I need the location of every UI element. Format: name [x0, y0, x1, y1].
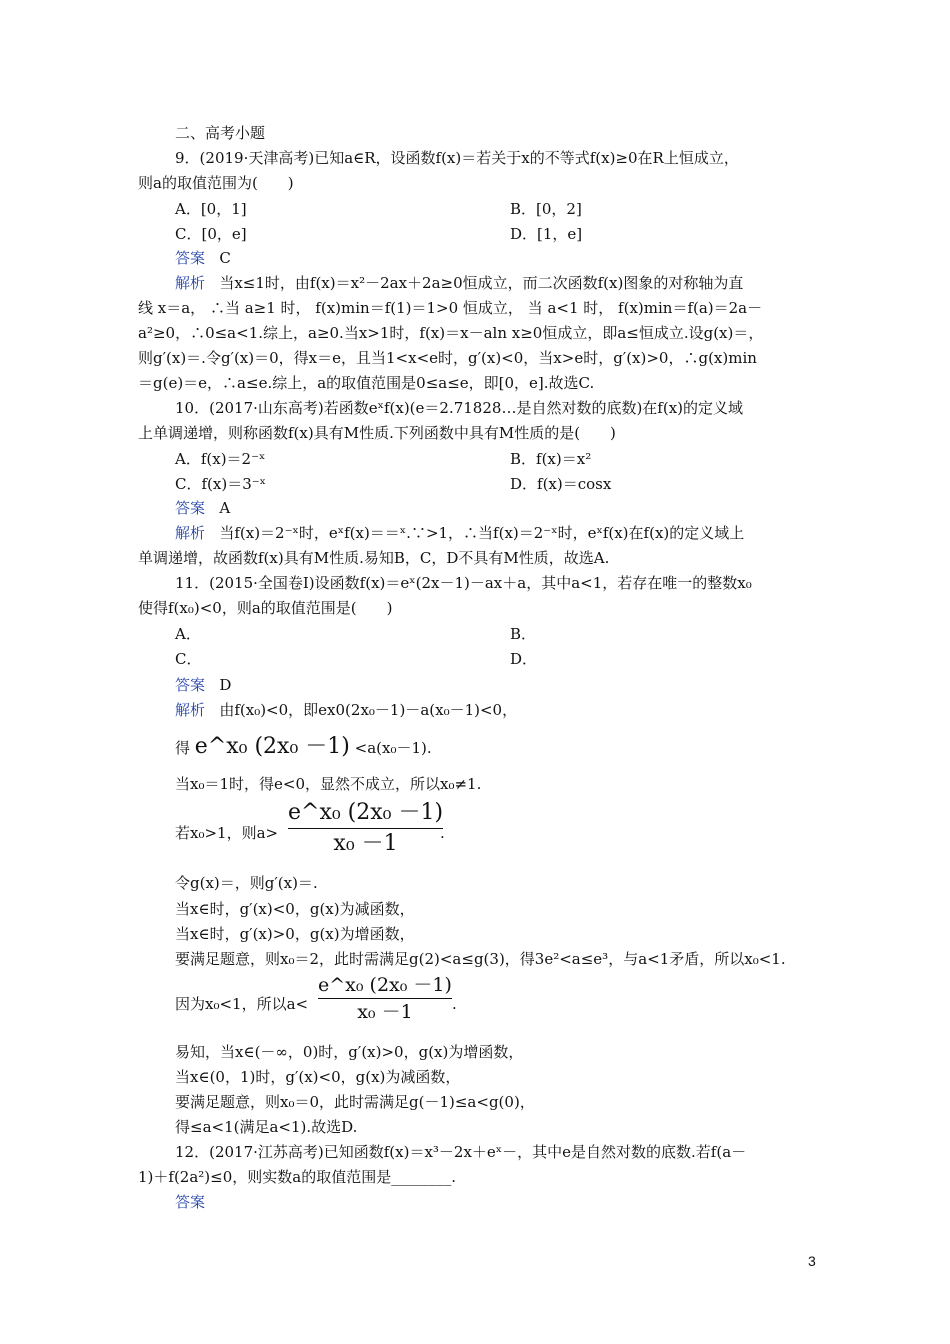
- q10-stem-line1: 10．(2017·山东高考)若函数eˣf(x)(e＝2.71828…是自然对数的底数)在f(x)的定义域: [175, 399, 744, 417]
- q10-option-d: D．f(x)＝cosx: [510, 475, 612, 493]
- derive-suffix: <a(x₀－1).: [354, 739, 432, 757]
- derive-prefix: 得: [175, 739, 191, 757]
- analysis-label: 解析: [175, 524, 206, 542]
- q10-option-a: A．f(x)＝2⁻ˣ: [175, 450, 266, 468]
- answer-label: 答案: [175, 499, 206, 517]
- q12-answer-label: 答案: [175, 1193, 206, 1211]
- fraction-denominator: x₀ －1: [333, 831, 398, 856]
- q11-case-x0-eq-1: 当x₀＝1时，得e<0，显然不成立，所以x₀≠1.: [175, 775, 482, 793]
- q11-interval-0-1: 当x∈(0，1)时，g′(x)<0，g(x)为减函数，: [175, 1068, 461, 1086]
- q11-fraction-2: [318, 972, 452, 1025]
- q11-requirement-2: 要满足题意，则x₀＝0，此时需满足g(－1)≤a<g(0)，: [175, 1093, 535, 1111]
- q11-conclusion: 得≤a<1(满足a<1).故选D.: [175, 1118, 358, 1136]
- q10-option-c: C．f(x)＝3⁻ˣ: [175, 475, 267, 493]
- answer-label: 答案: [175, 249, 206, 267]
- q9-analysis-line5: ＝g(e)＝e，∴a≤e.综上，a的取值范围是0≤a≤e，即[0，e].故选C.: [138, 374, 595, 392]
- answer-value: C: [219, 249, 231, 267]
- derive-math: e^x₀ (2x₀ －1): [194, 734, 350, 759]
- page-number: 3: [808, 1253, 816, 1269]
- q11-because-x0-lt-1: 因为x₀<1，所以a<: [175, 995, 309, 1013]
- analysis-text: 由f(x₀)<0，即ex0(2x₀－1)－a(x₀－1)<0，: [219, 701, 518, 719]
- answer-value: A: [219, 499, 231, 517]
- q11-analysis-line1: [175, 699, 517, 721]
- q11-derive-line: [175, 732, 432, 763]
- q10-answer: [175, 497, 230, 519]
- fraction-suffix: .: [440, 824, 445, 842]
- q11-stem-line2: 使得f(x₀)<0，则a的取值范围是( ): [138, 599, 393, 617]
- q12-stem-line2: 1)＋f(2a²)≤0，则实数a的取值范围是________.: [138, 1168, 456, 1186]
- fraction-numerator: e^x₀ (2x₀ －1): [318, 974, 452, 996]
- q12-stem-line1: 12．(2017·江苏高考)已知函数f(x)＝x³－2x＋eˣ－，其中e是自然对数的底数.若f(a－: [175, 1143, 747, 1161]
- q11-option-b: B．: [510, 625, 537, 643]
- q11-requirement: 要满足题意，则x₀＝2，此时需满足g(2)<a≤g(3)，得3e²<a≤e³，与a<1矛盾，所以x₀<1.: [175, 950, 786, 968]
- analysis-text: 当f(x)＝2⁻ˣ时，eˣf(x)＝＝ˣ.∵>1，∴当f(x)＝2⁻ˣ时，eˣf(x)在f(x)的定义域上: [219, 524, 745, 542]
- q9-analysis-line1: [175, 272, 743, 294]
- q9-stem-line2: 则a的取值范围为( ): [138, 174, 294, 192]
- section-title: 二、高考小题: [175, 124, 266, 142]
- q11-easy-know: 易知，当x∈(－∞，0)时，g′(x)>0，g(x)为增函数，: [175, 1043, 524, 1061]
- q11-g-decreasing: 当x∈时，g′(x)<0，g(x)为减函数，: [175, 900, 415, 918]
- answer-label: 答案: [175, 676, 206, 694]
- q9-option-a: A．[0，1]: [175, 200, 247, 218]
- q11-answer: [175, 674, 231, 696]
- answer-value: D: [219, 676, 232, 694]
- q11-g-increasing: 当x∈时，g′(x)>0，g(x)为增函数，: [175, 925, 415, 943]
- analysis-text: 当x≤1时，由f(x)＝x²－2ax＋2a≥0恒成立，而二次函数f(x)图象的对称轴为直: [219, 274, 744, 292]
- q11-fraction-1: [288, 798, 443, 859]
- q10-option-b: B．f(x)＝x²: [510, 450, 592, 468]
- q11-stem-line1: 11．(2015·全国卷Ⅰ)设函数f(x)＝eˣ(2x－1)－ax＋a，其中a<1，若存在唯一的整数x₀: [175, 574, 752, 592]
- fraction-numerator: e^x₀ (2x₀ －1): [288, 800, 444, 825]
- q9-option-c: C．[0，e]: [175, 225, 247, 243]
- q10-analysis-line1: [175, 522, 744, 544]
- q9-analysis-line4: 则g′(x)＝.令g′(x)＝0，得x＝e，且当1<x<e时，g′(x)<0，当x>e时，g′(x)>0，∴g(x)min: [138, 349, 757, 367]
- q9-option-b: B．[0，2]: [510, 200, 582, 218]
- q9-answer: [175, 247, 231, 269]
- q11-if-x0-gt-1: 若x₀>1，则a>: [175, 824, 279, 842]
- q11-option-d: D．: [510, 650, 538, 668]
- q11-option-a: A．: [175, 625, 201, 643]
- q10-stem-line2: 上单调递增，则称函数f(x)具有M性质.下列函数中具有M性质的是( ): [138, 424, 616, 442]
- q10-analysis-line2: 单调递增，故函数f(x)具有M性质.易知B，C，D不具有M性质，故选A.: [138, 549, 610, 567]
- analysis-label: 解析: [175, 701, 206, 719]
- q9-analysis-line2: 线 x＝a， ∴当 a≥1 时， f(x)min＝f(1)＝1>0 恒成立， 当 a<1 时， f(x)min＝f(a)＝2a－: [138, 299, 763, 317]
- fraction-suffix: .: [452, 995, 457, 1013]
- fraction-denominator: x₀ －1: [357, 1001, 413, 1023]
- q9-option-d: D．[1，e]: [510, 225, 583, 243]
- q11-option-c: C．: [175, 650, 202, 668]
- q9-analysis-line3: a²≥0，∴0≤a<1.综上，a≥0.当x>1时，f(x)＝x－aln x≥0恒成立，即a≤恒成立.设g(x)＝，: [138, 324, 764, 342]
- q11-let-g: 令g(x)＝，则g′(x)＝.: [175, 874, 318, 892]
- analysis-label: 解析: [175, 274, 206, 292]
- q9-stem-line1: 9．(2019·天津高考)已知a∈R，设函数f(x)＝若关于x的不等式f(x)≥0在R上恒成立，: [175, 149, 739, 167]
